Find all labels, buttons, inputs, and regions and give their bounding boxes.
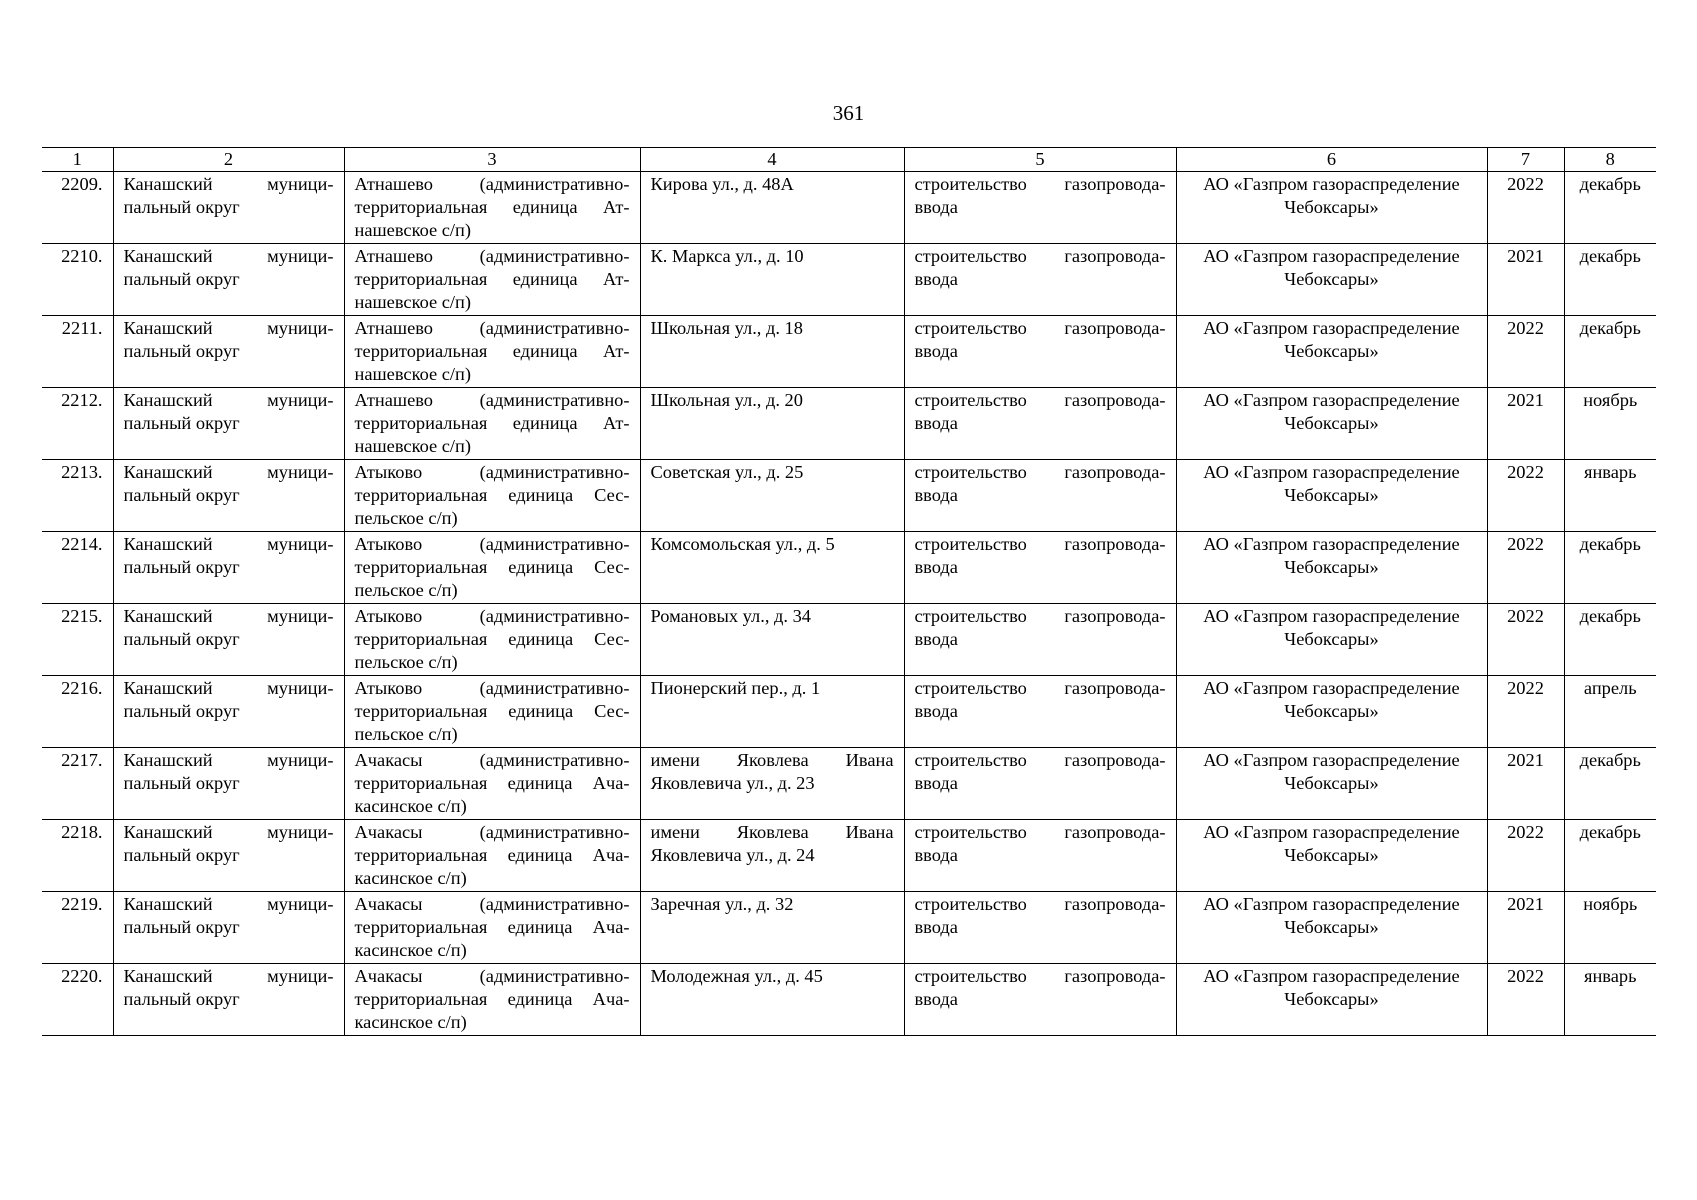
work-type-cell: строительство газопровода-ввода xyxy=(904,892,1176,964)
work-type-cell: строительство газопровода-ввода xyxy=(904,316,1176,388)
page-number: 361 xyxy=(832,101,865,125)
settlement-cell: Атнашево (административно-территориальная единица Ат-нашевское с/п) xyxy=(344,316,640,388)
row-number-cell: 2220. xyxy=(42,964,113,1036)
district-cell: Канашский муници-пальный округ xyxy=(113,748,344,820)
settlement-cell: Атнашево (административно-территориальная единица Ат-нашевское с/п) xyxy=(344,172,640,244)
table-row xyxy=(42,748,1656,820)
organization-cell: АО «Газпром газораспределение Чебоксары» xyxy=(1176,460,1487,532)
district-cell: Канашский муници-пальный округ xyxy=(113,892,344,964)
table-row xyxy=(42,244,1656,316)
settlement-cell: Атнашево (административно-территориальная единица Ат-нашевское с/п) xyxy=(344,388,640,460)
year-cell: 2022 xyxy=(1487,676,1564,748)
work-type-cell: строительство газопровода-ввода xyxy=(904,676,1176,748)
month-cell: январь xyxy=(1564,460,1656,532)
year-cell: 2022 xyxy=(1487,820,1564,892)
settlement-cell: Ачакасы (административно-территориальная единица Ача-касинское с/п) xyxy=(344,820,640,892)
table-row xyxy=(42,892,1656,964)
work-type-cell: строительство газопровода-ввода xyxy=(904,964,1176,1036)
column-header: 8 xyxy=(1564,148,1656,172)
row-number-cell: 2213. xyxy=(42,460,113,532)
year-cell: 2022 xyxy=(1487,964,1564,1036)
district-cell: Канашский муници-пальный округ xyxy=(113,820,344,892)
table-row xyxy=(42,820,1656,892)
address-cell: Кирова ул., д. 48А xyxy=(640,172,904,244)
row-number-cell: 2218. xyxy=(42,820,113,892)
year-cell: 2022 xyxy=(1487,172,1564,244)
month-cell: декабрь xyxy=(1564,532,1656,604)
address-cell: Советская ул., д. 25 xyxy=(640,460,904,532)
month-cell: апрель xyxy=(1564,676,1656,748)
work-type-cell: строительство газопровода-ввода xyxy=(904,172,1176,244)
address-cell: Романовых ул., д. 34 xyxy=(640,604,904,676)
address-cell: имени Яковлева Ивана Яковлевича ул., д. 23 xyxy=(640,748,904,820)
address-cell: Школьная ул., д. 20 xyxy=(640,388,904,460)
month-cell: декабрь xyxy=(1564,820,1656,892)
organization-cell: АО «Газпром газораспределение Чебоксары» xyxy=(1176,388,1487,460)
district-cell: Канашский муници-пальный округ xyxy=(113,964,344,1036)
work-type-cell: строительство газопровода-ввода xyxy=(904,604,1176,676)
address-cell: Заречная ул., д. 32 xyxy=(640,892,904,964)
year-cell: 2021 xyxy=(1487,244,1564,316)
month-cell: декабрь xyxy=(1564,316,1656,388)
organization-cell: АО «Газпром газораспределение Чебоксары» xyxy=(1176,316,1487,388)
work-type-cell: строительство газопровода-ввода xyxy=(904,388,1176,460)
column-header: 4 xyxy=(640,148,904,172)
year-cell: 2021 xyxy=(1487,388,1564,460)
table-row xyxy=(42,532,1656,604)
month-cell: декабрь xyxy=(1564,604,1656,676)
district-cell: Канашский муници-пальный округ xyxy=(113,460,344,532)
work-type-cell: строительство газопровода-ввода xyxy=(904,460,1176,532)
settlement-cell: Атыково (административно-территориальная единица Сес-пельское с/п) xyxy=(344,676,640,748)
settlement-cell: Атыково (административно-территориальная единица Сес-пельское с/п) xyxy=(344,604,640,676)
year-cell: 2022 xyxy=(1487,604,1564,676)
work-type-cell: строительство газопровода-ввода xyxy=(904,748,1176,820)
month-cell: ноябрь xyxy=(1564,388,1656,460)
district-cell: Канашский муници-пальный округ xyxy=(113,604,344,676)
organization-cell: АО «Газпром газораспределение Чебоксары» xyxy=(1176,676,1487,748)
settlement-cell: Атнашево (административно-территориальная единица Ат-нашевское с/п) xyxy=(344,244,640,316)
settlement-cell: Атыково (административно-территориальная единица Сес-пельское с/п) xyxy=(344,532,640,604)
month-cell: декабрь xyxy=(1564,172,1656,244)
year-cell: 2022 xyxy=(1487,532,1564,604)
row-number-cell: 2210. xyxy=(42,244,113,316)
column-header: 5 xyxy=(904,148,1176,172)
table-row xyxy=(42,172,1656,244)
column-header: 1 xyxy=(42,148,113,172)
settlement-cell: Ачакасы (административно-территориальная единица Ача-касинское с/п) xyxy=(344,964,640,1036)
address-cell: имени Яковлева Ивана Яковлевича ул., д. 24 xyxy=(640,820,904,892)
year-cell: 2022 xyxy=(1487,460,1564,532)
month-cell: ноябрь xyxy=(1564,892,1656,964)
district-cell: Канашский муници-пальный округ xyxy=(113,316,344,388)
settlement-cell: Ачакасы (административно-территориальная единица Ача-касинское с/п) xyxy=(344,892,640,964)
settlement-cell: Ачакасы (административно-территориальная единица Ача-касинское с/п) xyxy=(344,748,640,820)
address-cell: Комсомольская ул., д. 5 xyxy=(640,532,904,604)
row-number-cell: 2219. xyxy=(42,892,113,964)
work-type-cell: строительство газопровода-ввода xyxy=(904,532,1176,604)
district-cell: Канашский муници-пальный округ xyxy=(113,244,344,316)
address-cell: Пионерский пер., д. 1 xyxy=(640,676,904,748)
organization-cell: АО «Газпром газораспределение Чебоксары» xyxy=(1176,748,1487,820)
table-row xyxy=(42,676,1656,748)
district-cell: Канашский муници-пальный округ xyxy=(113,172,344,244)
organization-cell: АО «Газпром газораспределение Чебоксары» xyxy=(1176,532,1487,604)
row-number-cell: 2212. xyxy=(42,388,113,460)
work-type-cell: строительство газопровода-ввода xyxy=(904,244,1176,316)
table-row xyxy=(42,604,1656,676)
address-cell: Школьная ул., д. 18 xyxy=(640,316,904,388)
district-cell: Канашский муници-пальный округ xyxy=(113,532,344,604)
year-cell: 2021 xyxy=(1487,892,1564,964)
organization-cell: АО «Газпром газораспределение Чебоксары» xyxy=(1176,820,1487,892)
row-number-cell: 2209. xyxy=(42,172,113,244)
column-number-row xyxy=(42,148,1656,172)
address-cell: К. Маркса ул., д. 10 xyxy=(640,244,904,316)
row-number-cell: 2211. xyxy=(42,316,113,388)
organization-cell: АО «Газпром газораспределение Чебоксары» xyxy=(1176,172,1487,244)
column-header: 3 xyxy=(344,148,640,172)
column-header: 7 xyxy=(1487,148,1564,172)
month-cell: январь xyxy=(1564,964,1656,1036)
month-cell: декабрь xyxy=(1564,748,1656,820)
table-row xyxy=(42,316,1656,388)
table-row xyxy=(42,964,1656,1036)
work-type-cell: строительство газопровода-ввода xyxy=(904,820,1176,892)
settlement-cell: Атыково (административно-территориальная единица Сес-пельское с/п) xyxy=(344,460,640,532)
row-number-cell: 2217. xyxy=(42,748,113,820)
organization-cell: АО «Газпром газораспределение Чебоксары» xyxy=(1176,964,1487,1036)
district-cell: Канашский муници-пальный округ xyxy=(113,388,344,460)
organization-cell: АО «Газпром газораспределение Чебоксары» xyxy=(1176,604,1487,676)
organization-cell: АО «Газпром газораспределение Чебоксары» xyxy=(1176,244,1487,316)
row-number-cell: 2216. xyxy=(42,676,113,748)
row-number-cell: 2215. xyxy=(42,604,113,676)
table-row xyxy=(42,460,1656,532)
year-cell: 2021 xyxy=(1487,748,1564,820)
district-cell: Канашский муници-пальный округ xyxy=(113,676,344,748)
month-cell: декабрь xyxy=(1564,244,1656,316)
column-header: 6 xyxy=(1176,148,1487,172)
year-cell: 2022 xyxy=(1487,316,1564,388)
organization-cell: АО «Газпром газораспределение Чебоксары» xyxy=(1176,892,1487,964)
table-row xyxy=(42,388,1656,460)
column-header: 2 xyxy=(113,148,344,172)
address-cell: Молодежная ул., д. 45 xyxy=(640,964,904,1036)
gasification-table xyxy=(42,147,1656,1036)
row-number-cell: 2214. xyxy=(42,532,113,604)
